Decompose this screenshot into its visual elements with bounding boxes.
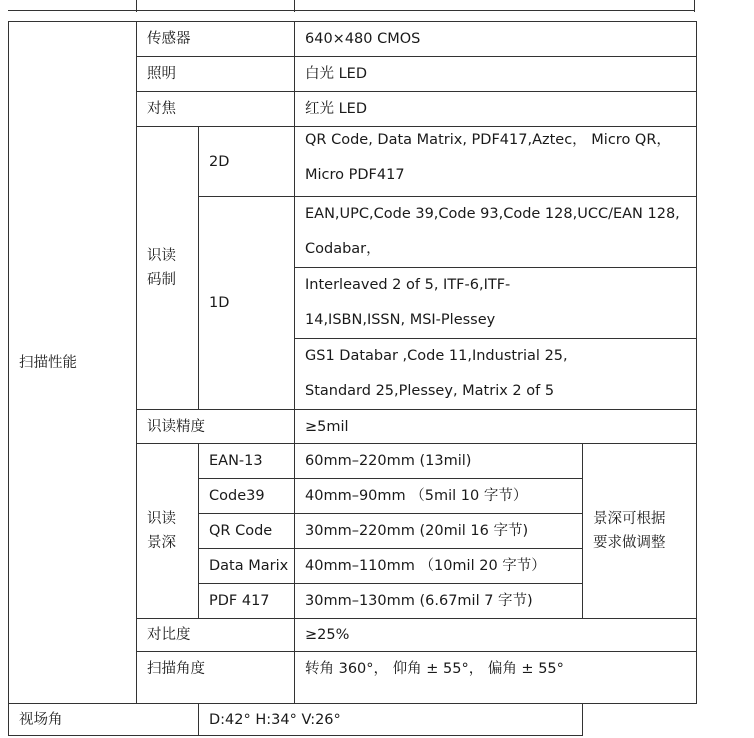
code-1d-block xyxy=(295,339,697,410)
dof-label-line1: 识读 xyxy=(147,511,176,527)
code-1d-label: 1D xyxy=(199,197,295,410)
dof-range: 60mm–220mm (13mil) xyxy=(295,444,583,479)
dof-label xyxy=(137,444,199,619)
table-row xyxy=(9,704,697,736)
code-1d-line: Codabar， xyxy=(305,241,381,257)
dof-range: 30mm–130mm (6.67mil 7 字节) xyxy=(295,584,583,619)
dof-code: QR Code xyxy=(199,514,295,549)
row-value: ≥25% xyxy=(295,619,697,652)
code-1d-line: GS1 Databar ,Code 11,Industrial 25, xyxy=(305,348,568,364)
dof-range: 30mm–220mm (20mil 16 字节) xyxy=(295,514,583,549)
row-value: 白光 LED xyxy=(295,57,697,92)
code-2d-value xyxy=(295,127,697,197)
code-1d-line: EAN,UPC,Code 39,Code 93,Code 128,UCC/EAN 128, xyxy=(305,206,680,222)
row-label: 视场角 xyxy=(9,704,199,736)
row-value: ≥5mil xyxy=(295,410,697,444)
dof-note-line2: 要求做调整 xyxy=(593,535,666,551)
top-tick xyxy=(294,0,295,12)
dof-label-line2: 景深 xyxy=(147,535,176,551)
row-value: 转角 360°， 仰角 ± 55°， 偏角 ± 55° xyxy=(295,652,697,704)
row-label: 对焦 xyxy=(137,92,295,127)
symbology-label-line1: 识读 xyxy=(147,248,176,264)
row-label: 照明 xyxy=(137,57,295,92)
row-label: 扫描角度 xyxy=(137,652,295,704)
row-label: 对比度 xyxy=(137,619,295,652)
code-1d-line: Interleaved 2 of 5, ITF-6,ITF- xyxy=(305,277,511,293)
symbology-label xyxy=(137,127,199,410)
top-tick xyxy=(136,0,137,12)
dof-code: Code39 xyxy=(199,479,295,514)
symbology-label-line2: 码制 xyxy=(147,272,176,288)
dof-range: 40mm–110mm （10mil 20 字节） xyxy=(295,549,583,584)
code-1d-line: Standard 25,Plessey, Matrix 2 of 5 xyxy=(305,383,555,399)
row-label: 传感器 xyxy=(137,22,295,57)
section-label: 扫描性能 xyxy=(9,22,137,704)
code-2d-line2: Micro PDF417 xyxy=(305,166,405,183)
code-1d-block xyxy=(295,197,697,268)
top-rule xyxy=(8,10,694,11)
dof-note xyxy=(583,444,697,619)
code-1d-line: 14,ISBN,ISSN, MSI-Plessey xyxy=(305,312,496,328)
dof-range: 40mm–90mm （5mil 10 字节） xyxy=(295,479,583,514)
table-row xyxy=(9,22,697,57)
dof-note-line1: 景深可根据 xyxy=(593,511,666,527)
row-value: 红光 LED xyxy=(295,92,697,127)
row-label: 识读精度 xyxy=(137,410,295,444)
dof-code: EAN-13 xyxy=(199,444,295,479)
dof-code: PDF 417 xyxy=(199,584,295,619)
row-value: 640×480 CMOS xyxy=(295,22,697,57)
code-2d-label: 2D xyxy=(199,127,295,197)
top-tick xyxy=(694,0,695,12)
code-2d-line1: QR Code, Data Matrix, PDF417,Aztec， Micro QR， xyxy=(305,131,671,148)
spec-table xyxy=(8,21,697,736)
row-value: D:42° H:34° V:26° xyxy=(199,704,583,736)
dof-code: Data Marix xyxy=(199,549,295,584)
code-1d-block xyxy=(295,268,697,339)
